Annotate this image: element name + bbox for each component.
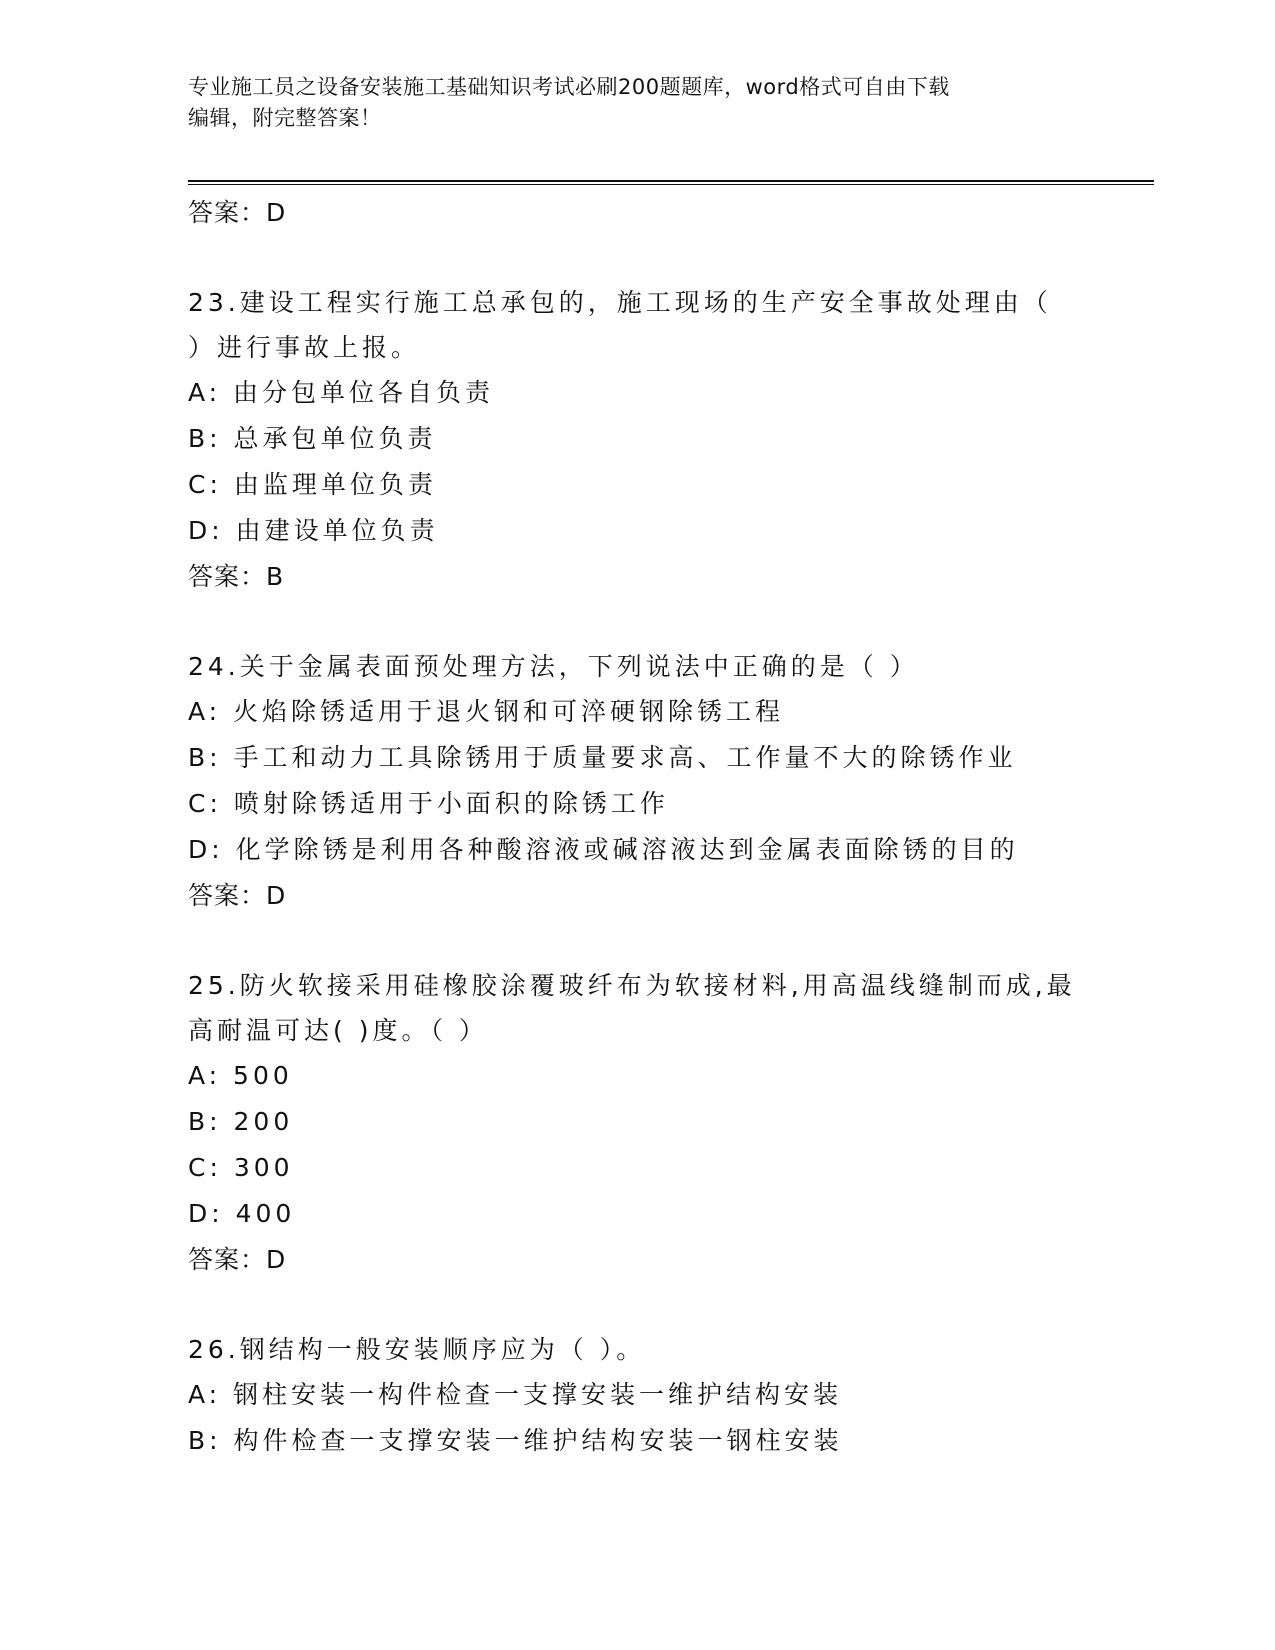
question-list	[188, 190, 1118, 1464]
option-c: C: 300	[188, 1153, 294, 1182]
option-c: C: 喷射除锈适用于小面积的除锈工作	[188, 789, 669, 818]
question-block	[188, 963, 1118, 1282]
question-text: 26.钢结构一般安装顺序应为（ ）。	[188, 1335, 646, 1364]
option-a: A: 火焰除锈适用于退火钢和可淬硬钢除锈工程	[188, 697, 785, 726]
option-b: B: 总承包单位负责	[188, 424, 437, 453]
option-b: B: 200	[188, 1107, 294, 1136]
spacer	[188, 918, 1118, 963]
question-text: 25.防火软接采用硅橡胶涂覆玻纤布为软接材料,用高温线缝制而成,最	[188, 971, 1076, 1000]
question-text: 24.关于金属表面预处理方法，下列说法中正确的是（ ）	[188, 652, 919, 681]
answer-line: 答案：B	[188, 562, 285, 591]
option-d: D: 化学除锈是利用各种酸溶液或碱溶液达到金属表面除锈的目的	[188, 835, 1019, 864]
question-block	[188, 644, 1118, 918]
option-a: A: 500	[188, 1061, 293, 1090]
option-c: C: 由监理单位负责	[188, 470, 437, 499]
answer-line: 答案：D	[188, 881, 287, 910]
option-a: A: 钢柱安装一构件检查一支撑安装一维护结构安装	[188, 1380, 843, 1409]
option-d: D: 400	[188, 1199, 296, 1228]
answer-line: 答案：D	[188, 198, 287, 227]
option-d: D: 由建设单位负责	[188, 516, 439, 545]
header-line-1: 专业施工员之设备安装施工基础知识考试必刷200题题库，word格式可自由下载	[188, 75, 950, 99]
header-rule-thin	[188, 184, 1154, 185]
option-b: B: 手工和动力工具除锈用于质量要求高、工作量不大的除锈作业	[188, 743, 1017, 772]
spacer	[188, 599, 1118, 644]
spacer	[188, 1282, 1118, 1327]
answer-line: 答案：D	[188, 1245, 287, 1274]
question-block	[188, 280, 1118, 599]
question-text: ）进行事故上报。	[188, 333, 421, 362]
document-header	[188, 72, 1068, 134]
question-text: 高耐温可达( )度。（ ）	[188, 1016, 488, 1045]
question-block	[188, 1327, 1118, 1464]
option-a: A: 由分包单位各自负责	[188, 378, 495, 407]
spacer	[188, 235, 1118, 280]
header-rule-thick	[188, 180, 1154, 182]
question-text: 23.建设工程实行施工总承包的，施工现场的生产安全事故处理由（	[188, 288, 1052, 317]
option-b: B: 构件检查一支撑安装一维护结构安装一钢柱安装	[188, 1426, 843, 1455]
header-line-2: 编辑，附完整答案！	[188, 106, 382, 130]
